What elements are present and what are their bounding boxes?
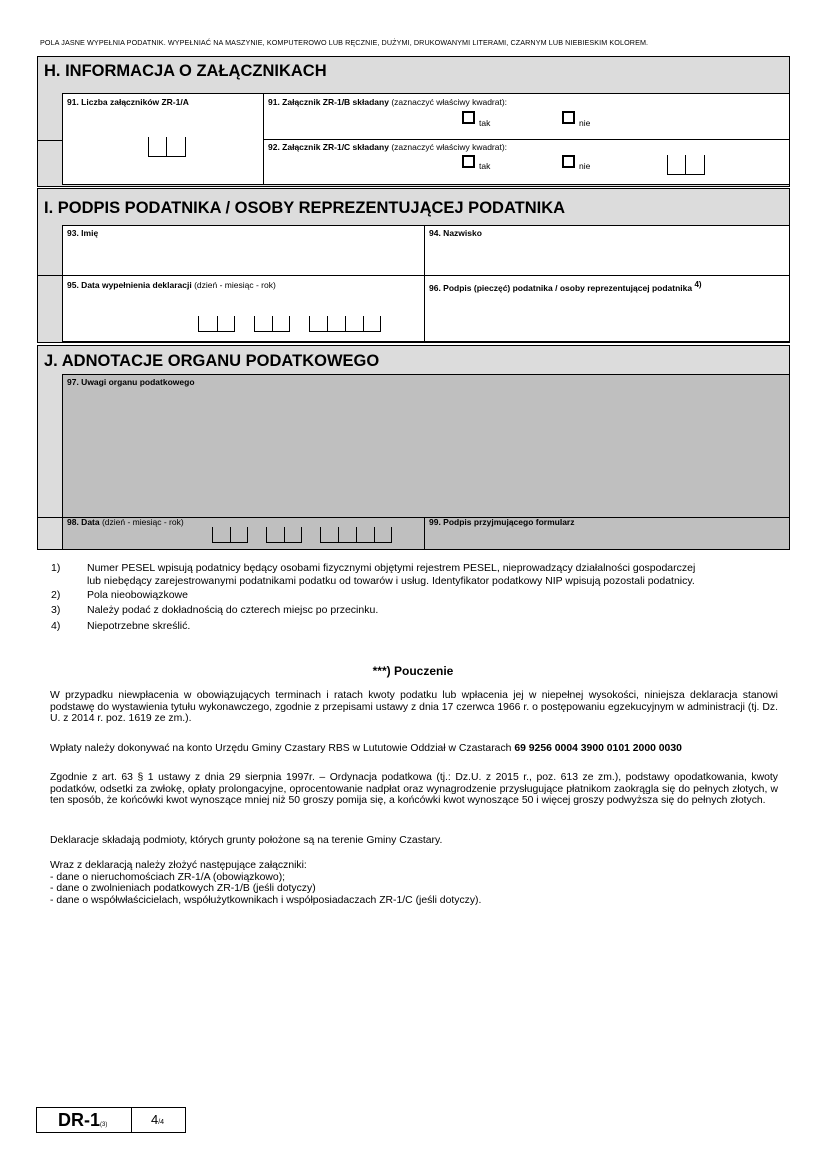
zr1b-yes-label: tak [479,118,491,128]
zr1c-yes-checkbox[interactable] [462,155,475,168]
footnote-1: 1) Numer PESEL wpisują podatnicy będący osobami fizycznymi objętymi rejestrem PESEL, nieprowadzący działalności gospodarczej lub niebędący zarejestrowanymi podatnikami podatku od towarów i usług. Identyfikator podatkowy NIP wpisują pozostali podatnicy. [51,562,696,587]
pouczenie-heading: ***) Pouczenie [372,664,454,678]
field-93-first-name[interactable] [62,225,425,276]
footnote-4-ref: 4) [694,280,702,289]
pouczenie-paragraph-3: Zgodnie z art. 63 § 1 ustawy z dnia 29 sierpnia 1997r. – Ordynacja podatkowa (tj.: Dz.U. z 2015 r., poz. 613 ze zm.), podstawy opodatkowania, kwoty podatków, odsetki za zwłokę, opłaty prolongacyjne, oprocentowanie nadpłat oraz wynagrodzenie przysługujące płatnikom zaokrągla się do pełnych złotych, w ten sposób, że końcówki kwot wynoszące mniej niż 50 groszy pomija się, a końcówki kwot wynoszące 50 i więcej groszy podwyższa się do pełnych złotych. [50,772,778,806]
field-95-label: 95. Data wypełnienia deklaracji (dzień - miesiąc - rok) [67,280,276,290]
zr1b-no-label: nie [579,118,591,128]
field-91-digit-box[interactable] [148,137,186,157]
form-code: DR-1(3) [58,1110,108,1130]
field-97-label: 97. Uwagi organu podatkowego [67,377,195,387]
zr1b-no-checkbox[interactable] [562,111,575,124]
bank-account-number: 69 9256 0004 3900 0101 2000 0030 [514,743,682,754]
field-95-date-boxes[interactable] [198,316,388,334]
pouczenie-paragraph-4: Deklaracje składają podmioty, których grunty położone są na terenie Gminy Czastary. [50,835,443,846]
field-96-label: 96. Podpis (pieczęć) podatnika / osoby reprezentującej podatnika $^{4)}$ [429,280,702,293]
field-98-label: 98. Data (dzień - miesiąc - rok) [67,517,184,527]
field-92-digit-box[interactable] [667,155,705,175]
top-instruction: POLA JASNE WYPEŁNIA PODATNIK. WYPEŁNIAĆ NA MASZYNIE, KOMPUTEROWO LUB RĘCZNIE, DUŻYMI, DRUKOWANYMI LITERAMI, CZARNYM LUB NIEBIESKIM KOLOREM. [40,38,649,47]
section-i-title: I. PODPIS PODATNIKA / OSOBY REPREZENTUJĄCEJ PODATNIKA [44,199,566,217]
zr1c-no-checkbox[interactable] [562,155,575,168]
footnote-3: 3) Należy podać z dokładnością do czterech miejsc po przecinku. [51,604,379,616]
field-93-label: 93. Imię [67,228,99,238]
section-j-title: J. ADNOTACJE ORGANU PODATKOWEGO [44,352,380,370]
field-97-office-remarks [62,374,790,518]
field-99-label: 99. Podpis przyjmującego formularz [429,517,575,527]
footnote-4: 4) Niepotrzebne skreślić. [51,620,191,632]
attachment-item: - dane o nieruchomościach ZR-1/A (obowiązkowo); [50,871,286,883]
zr1b-yes-checkbox[interactable] [462,111,475,124]
pouczenie-payment-info: Wpłaty należy dokonywać na konto Urzędu Gminy Czastary RBS w Lututowie Oddział w Czastarach 69 9256 0004 3900 0101 2000 0030 [50,743,682,754]
field-91-zr1b-label: 91. Załącznik ZR-1/B składany (zaznaczyć właściwy kwadrat): [268,97,508,107]
pouczenie-attachments: Wraz z deklaracją należy złożyć następujące załączniki: - dane o nieruchomościach ZR-1/A (obowiązkowo); - dane o zwolnieniach podatkowych ZR-1/B (jeśli dotyczy) - dane o współwłaścicielach, współużytkownikach i współposiadaczach ZR-1/C (jeśli dotyczy). [50,860,778,906]
attachment-item: - dane o zwolnieniach podatkowych ZR-1/B (jeśli dotyczy) [50,883,316,894]
zr1c-no-label: nie [579,161,591,171]
footnote-2: 2) Pola nieobowiązkowe [51,589,188,601]
field-92-zr1c-label: 92. Załącznik ZR-1/C składany (zaznaczyć właściwy kwadrat): [268,142,508,152]
field-91-count-label: 91. Liczba załączników ZR-1/A [67,97,189,107]
field-94-label: 94. Nazwisko [429,228,482,238]
pouczenie-paragraph-1: W przypadku niewpłacenia w obowiązujących terminach i ratach kwoty podatku lub wpłacenia jej w niepełnej wysokości, niniejsza deklaracja stanowi podstawę do wystawienia tytułu wykonawczego, zgodnie z przepisami ustawy z dnia 17 czerwca 1966 r. o postępowaniu egzekucyjnym w administracji (tj. Dz. U. z 2014 r. poz. 1619 ze zm.). [50,690,778,724]
field-98-date-boxes [212,527,402,545]
section-h-title: H. INFORMACJA O ZAŁĄCZNIKACH [44,62,327,80]
attachment-item: - dane o współwłaścicielach, współużytkownikach i współposiadaczach ZR-1/C (jeśli dotyczy). [50,894,482,906]
page-number: 4/4 [151,1112,165,1127]
zr1c-yes-label: tak [479,161,491,171]
